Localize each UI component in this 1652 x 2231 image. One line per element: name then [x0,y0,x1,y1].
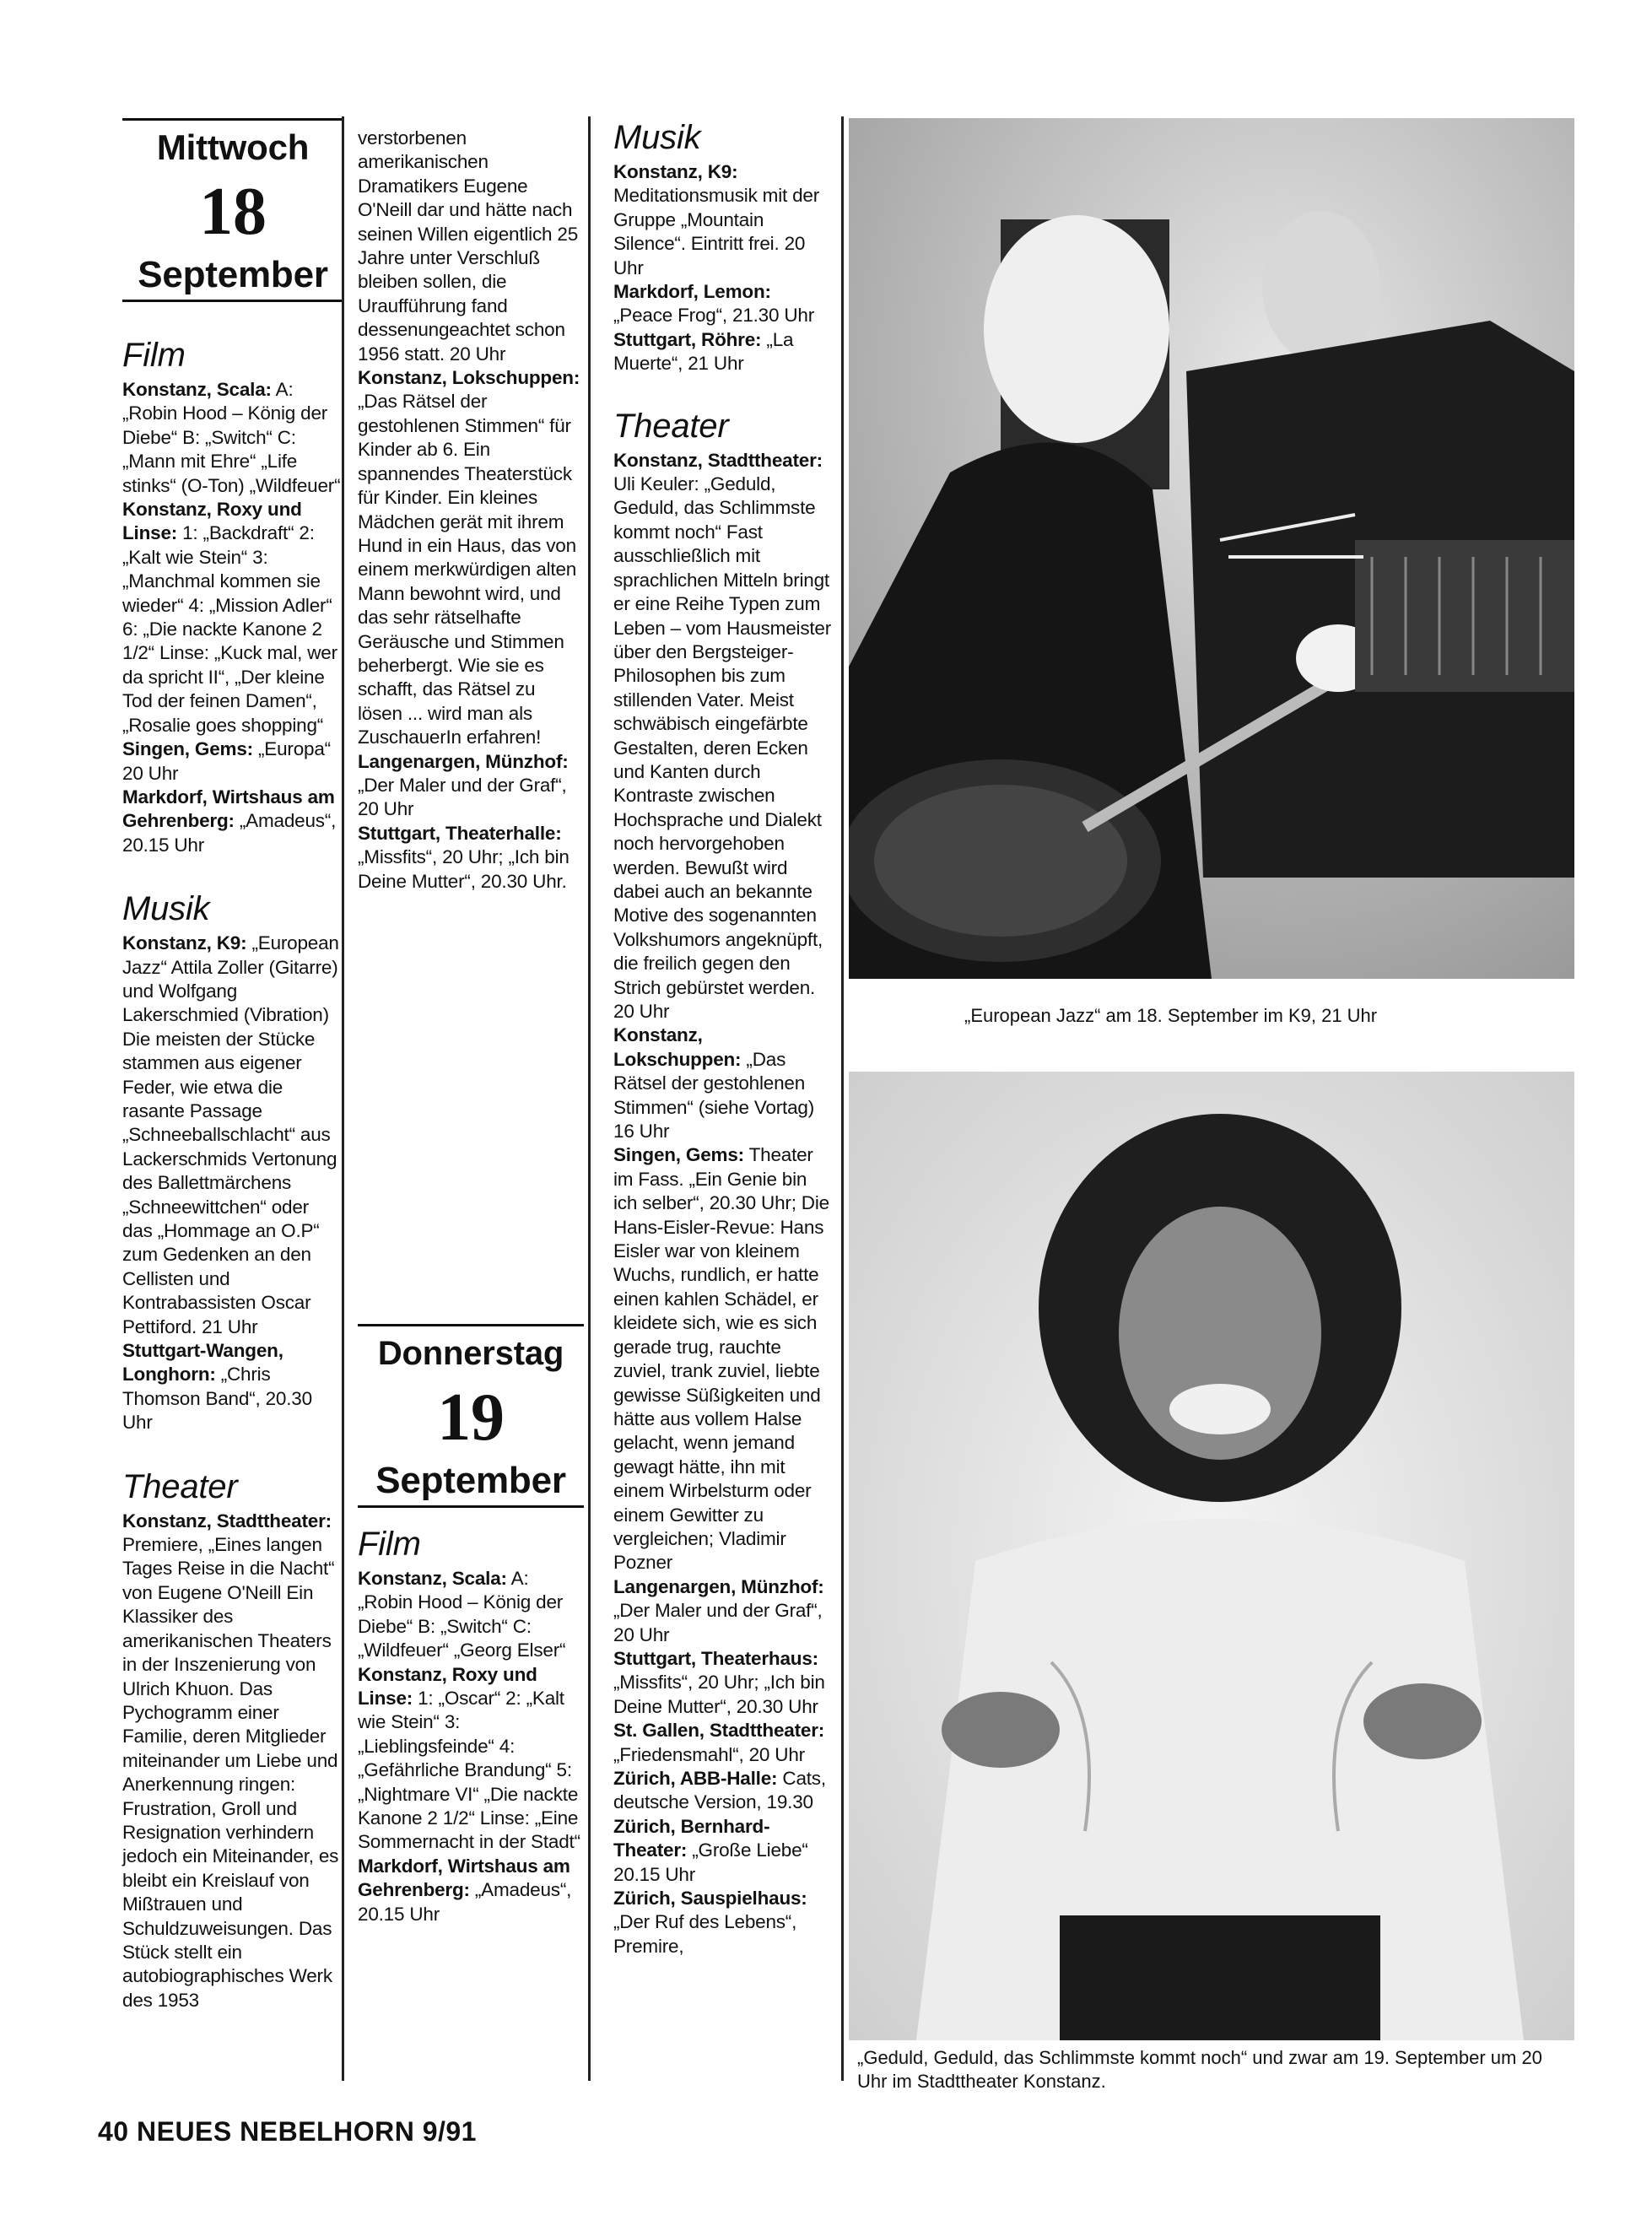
listing-entry [358,1663,584,1855]
listing-text: Cats, deutsche Version, 19.30 [613,1768,826,1813]
listing-entry [122,786,343,857]
listing-group [613,160,834,376]
listing-group [358,1567,584,1926]
venue-name: Konstanz, Roxy und Linse: [122,499,302,544]
listing-entry [613,328,834,376]
listing-entry [613,160,834,280]
listing-text: verstorbenen amerikanischen Dramatikers Eugene O'Neill dar und hätte nach seinen Willen eigentlich 25 Jahre unter Verschluß bleiben sollen, die Uraufführung fand dessenungeachtet schon 1956 statt. 20 Uhr [358,127,579,365]
listing-text: „European Jazz“ Attila Zoller (Gitarre) und Wolfgang Lakerschmied (Vibration) Die meisten der Stücke stammen aus eigener Feder, wie etwa die rasante Passage „Schneeballschlacht“ aus Lackerschmids Vertonung des Ballettmärchens „Schneewittchen“ oder das „Hommage an O.P“ zum Gedenken an den Cellisten und Kontrabassisten Oscar Pettiford. 21 Uhr [122,932,339,1337]
listing-text: „Peace Frog“, 21.30 Uhr [613,305,815,327]
listing-text: „Amadeus“, 20.15 Uhr [358,1879,572,1925]
listing-group [358,127,584,894]
listing-text: „Der Maler und der Graf“, 20 Uhr [358,774,567,820]
listing-group [613,449,834,1959]
section-heading: Musik [122,890,210,928]
venue-name: Langenargen, Münzhof: [358,750,569,772]
listing-entry [613,1143,834,1575]
listing-entry [122,378,343,498]
listing-entry [122,498,343,737]
listing-text: Premiere, „Eines langen Tages Reise in die Nacht“ von Eugene O'Neill Ein Klassiker des amerikanischen Theaters in der Inszenierung von Ulrich Khuon. Das Pychogramm einer Familie, deren Mitglieder miteinander um Liebe und Anerkennung ringen: Frustration, Groll und Resignation verhindern jedoch ein Miteinander, es bleibt ein Kreislauf von Mißtrauen und Schuldzuweisungen. Das Stück stellt ein autobiographisches Werk des 1953 [122,1534,339,2011]
venue-name: Stuttgart, Theaterhalle: [358,822,562,844]
venue-name: Markdorf, Lemon: [613,281,771,303]
venue-name: Konstanz, Stadttheater: [122,1510,332,1531]
listing-text: „Europa“ 20 Uhr [122,738,331,784]
venue-name: Langenargen, Münzhof: [613,1575,824,1597]
venue-name: Markdorf, Wirtshaus am Gehrenberg: [122,786,335,832]
venue-name: Konstanz, Scala: [122,379,272,400]
listing-entry [122,1510,343,2013]
venue-name: Zürich, ABB-Halle: [613,1768,778,1789]
photo-musicians-image [849,118,1574,979]
page-folio: 40 NEUES NEBELHORN 9/91 [98,2116,477,2147]
photo-caption: „European Jazz“ am 18. September im K9, 21 Uhr [964,1005,1378,1026]
listing-entry [613,1815,834,1887]
listing-entry [358,822,584,894]
column-1 [122,118,343,2012]
day-number: 18 [199,175,267,249]
listing-text: A: „Robin Hood – König der Diebe“ B: „Switch“ C: „Wildfeuer“ „Georg Elser“ [358,1568,566,1661]
venue-name: Zürich, Bernhard-Theater: [613,1815,770,1861]
column-3 [613,118,834,1958]
listing-text: „Friedensmahl“, 20 Uhr [613,1743,805,1765]
venue-name: Singen, Gems: [122,738,253,760]
listing-entry [358,1855,584,1926]
day-month: September [122,254,343,302]
listing-entry [122,737,343,786]
venue-name: Stuttgart-Wangen, Longhorn: [122,1340,283,1386]
spacer [358,894,584,1324]
listing-group [122,378,343,857]
listing-text: 1: „Oscar“ 2: „Kalt wie Stein“ 3: „Lieblingsfeinde“ 4: „Gefährliche Brandung“ 5: „Nightmare VI“ „Die nackte Kanone 2 1/2“ Linse: „Eine Sommernacht in der Stadt“ [358,1688,580,1853]
listing-entry [358,127,584,366]
photo-musicians [849,118,1574,979]
listing-text: „Amadeus“, 20.15 Uhr [122,810,337,856]
listing-entry [358,750,584,822]
listing-text: 1: „Backdraft“ 2: „Kalt wie Stein“ 3: „Manchmal kommen sie wieder“ 4: „Mission Adler“ 6: „Die nackte Kanone 2 1/2“ Linse: „Kuck mal, wer da spricht II“, „Der kleine Tod der feinen Damen“, „Rosalie goes shopping“ [122,522,337,736]
section-heading: Theater [613,407,729,445]
venue-name: Singen, Gems: [613,1144,744,1166]
day-header-wednesday [122,118,343,302]
day-name: Mittwoch [156,127,310,167]
section-heading: Theater [122,1467,238,1505]
photo-comedian [849,1072,1574,2040]
venue-name: St. Gallen, Stadttheater: [613,1720,825,1742]
listing-text: „Der Maler und der Graf“, 20 Uhr [613,1600,823,1645]
listing-text: Meditationsmusik mit der Gruppe „Mountain Silence“. Eintritt frei. 20 Uhr [613,185,820,278]
venue-name: Konstanz, K9: [613,161,738,182]
venue-name: Konstanz, Lokschuppen: [358,367,580,389]
listing-entry [613,1647,834,1719]
listing-text: „Große Liebe“ 20.15 Uhr [613,1839,808,1885]
venue-name: Konstanz, Roxy und Linse: [358,1663,537,1710]
listing-entry [613,1887,834,1958]
venue-name: Konstanz, K9: [122,932,247,954]
listing-text: A: „Robin Hood – König der Diebe“ B: „Switch“ C: „Mann mit Ehre“ „Life stinks“ (O-Ton) „Wildfeuer“ [122,379,341,496]
day-name: Donnerstag [377,1335,564,1372]
listing-entry [613,1024,834,1143]
listing-entry [613,280,834,328]
listing-text: „Der Ruf des Lebens“, Premire, [613,1911,797,1957]
column-2 [358,127,584,1926]
listing-group [122,932,343,1435]
listing-text: „Chris Thomson Band“, 20.30 Uhr [122,1364,312,1434]
listing-text: „La Muerte“, 21 Uhr [613,328,794,375]
listing-text: Uli Keuler: „Geduld, Geduld, das Schlimmste kommt noch“ Fast ausschließlich mit sprachlichen Mitteln bringt er eine Reihe Typen zum Leben – vom Hausmeister über den Bergsteiger-Philosophen bis zum stillenden Vater. Meist schwäbisch eingefärbte Gestalten, deren Ecken und Kanten durch Kontraste zwischen Hochsprache und Dialekt noch hervorgehoben werden. Bewußt wird dabei auch an bekannte Motive des sogenannten Volkshumors angeknüpft, die freilich gegen den Strich gebürstet werden. 20 Uhr [613,473,832,1022]
day-number: 19 [437,1380,505,1455]
listing-text: Theater im Fass. „Ein Genie bin ich selber“, 20.30 Uhr; Die Hans-Eisler-Revue: Hans Eisler war von kleinem Wuchs, rundlich, er hatte einen kahlen Schädel, er kleidete sich, wie es sich gerade trug, rauchte zuviel, trank zuviel, liebte gewisse Süßigkeiten und hätte aus vollem Halse gelacht, wenn jemand gewagt hätte, ihn mit einem Wirbelsturm oder einem Gewitter zu vergleichen; Vladimir Pozner [613,1144,829,1574]
listing-text: „Das Rätsel der gestohlenen Stimmen“ für Kinder ab 6. Ein spannendes Theaterstück für Kinder. Ein kleines Mädchen gerät mit ihrem Hund in ein Haus, das von einem merkwürdigen alten Mann bewohnt wird, und das sehr rätselhafte Geräusche und Stimmen beherbergt. Wie sie es schafft, das Rätsel zu lösen ... wird man als ZuschauerIn erfahren! [358,391,577,748]
listing-entry [358,366,584,750]
section-heading: Film [358,1526,421,1563]
listing-text: „Missfits“, 20 Uhr; „Ich bin Deine Mutter“, 20.30 Uhr [613,1672,825,1717]
venue-name: Stuttgart, Röhre: [613,328,762,350]
day-header-thursday [358,1324,584,1508]
venue-name: Markdorf, Wirtshaus am Gehrenberg: [358,1855,570,1901]
listing-entry [613,1719,834,1767]
column-rule [841,116,844,2081]
day-month: September [358,1460,584,1508]
photo-caption: „Geduld, Geduld, das Schlimmste kommt noch“ und zwar am 19. September um 20 Uhr im Stadttheater Konstanz. [857,2047,1542,2092]
listing-entry [613,1575,834,1647]
venue-name: Konstanz, Scala: [358,1568,507,1589]
column-rule [588,116,591,2081]
listing-entry [613,449,834,1024]
section-heading: Film [122,337,186,374]
listing-text: „Das Rätsel der gestohlenen Stimmen“ (siehe Vortag) 16 Uhr [613,1048,814,1143]
listing-text: „Missfits“, 20 Uhr; „Ich bin Deine Mutter“, 20.30 Uhr. [358,846,570,892]
listing-entry [358,1567,584,1663]
photo-comedian-image [849,1072,1574,2040]
venue-name: Stuttgart, Theaterhaus: [613,1647,818,1669]
column-rule [342,116,344,2081]
venue-name: Konstanz, Stadttheater: [613,449,823,471]
listing-entry [613,1767,834,1815]
listing-group [122,1510,343,2013]
section-heading: Musik [613,119,701,156]
listing-entry [122,932,343,1339]
venue-name: Konstanz, Lokschuppen: [613,1024,742,1070]
listing-entry [122,1339,343,1435]
venue-name: Zürich, Sauspielhaus: [613,1888,807,1910]
